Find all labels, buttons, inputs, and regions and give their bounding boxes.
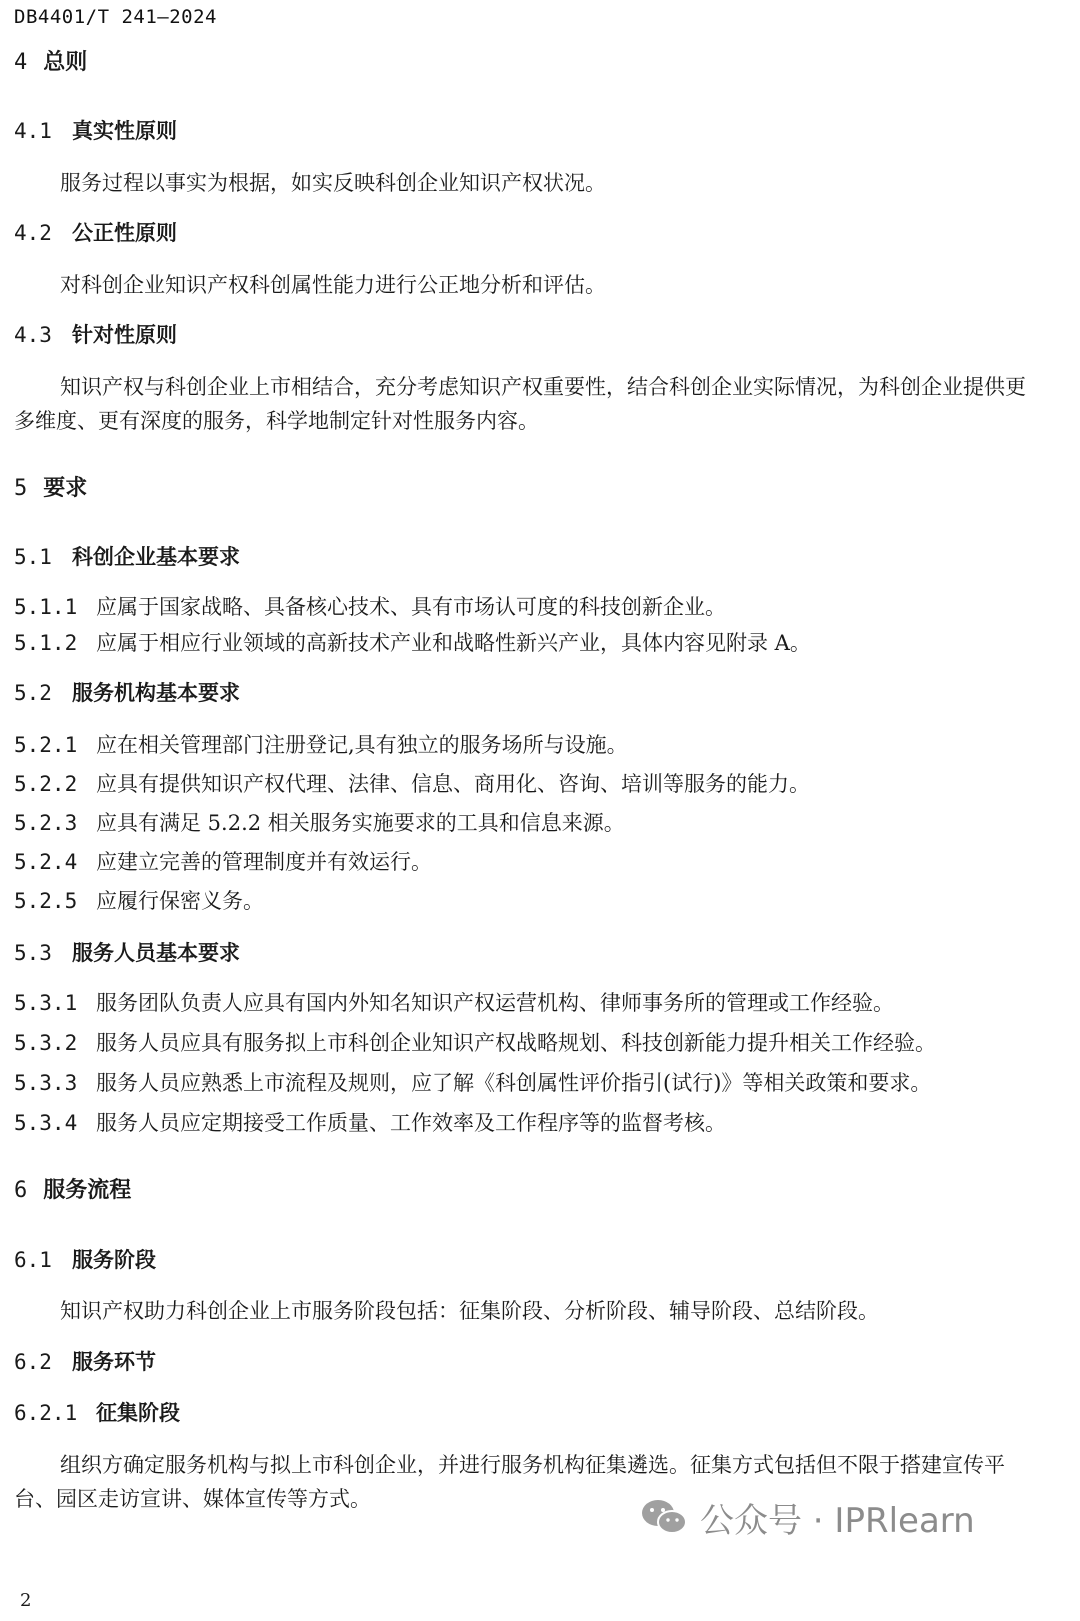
wechat-watermark: [640, 1490, 975, 1544]
clause-5-1-1: 5.1.1 应属于国家战略、具备核心技术、具有市场认可度的科技创新企业。: [14, 595, 726, 619]
clause-5-3-1: 5.3.1 服务团队负责人应具有国内外知名知识产权运营机构、律师事务所的管理或工作经验。: [14, 991, 894, 1015]
section-4-3-paragraph: 知识产权与科创企业上市相结合，充分考虑知识产权重要性，结合科创企业实际情况，为科创企业提供更多维度、更有深度的服务，科学地制定针对性服务内容。: [14, 375, 1026, 433]
section-5-2-heading: 5.2 服务机构基本要求: [14, 681, 240, 705]
section-6-1-paragraph: 知识产权助力科创企业上市服务阶段包括：征集阶段、分析阶段、辅导阶段、总结阶段。: [60, 1299, 879, 1323]
clause-5-2-5: 5.2.5 应履行保密义务。: [14, 889, 264, 913]
section-5-3-heading: 5.3 服务人员基本要求: [14, 941, 240, 965]
section-6-2-heading: 6.2 服务环节: [14, 1350, 156, 1374]
clause-5-2-4: 5.2.4 应建立完善的管理制度并有效运行。: [14, 850, 432, 874]
clause-5-2-3: 5.2.3 应具有满足 5.2.2 相关服务实施要求的工具和信息来源。: [14, 811, 625, 835]
wechat-icon: [640, 1497, 688, 1537]
section-6-2-1-heading: 6.2.1 征集阶段: [14, 1401, 180, 1425]
section-5-1-heading: 5.1 科创企业基本要求: [14, 545, 240, 569]
clause-5-3-4: 5.3.4 服务人员应定期接受工作质量、工作效率及工作程序等的监督考核。: [14, 1111, 726, 1135]
clause-5-3-2: 5.3.2 服务人员应具有服务拟上市科创企业知识产权战略规划、科技创新能力提升相关工作经验。: [14, 1031, 936, 1055]
section-6-2-1-paragraph: 组织方确定服务机构与拟上市科创企业，并进行服务机构征集遴选。征集方式包括但不限于搭建宣传平台、园区走访宣讲、媒体宣传等方式。: [14, 1453, 1005, 1511]
section-4-2-paragraph: 对科创企业知识产权科创属性能力进行公正地分析和评估。: [60, 273, 606, 297]
clause-5-2-1: 5.2.1 应在相关管理部门注册登记,具有独立的服务场所与设施。: [14, 733, 628, 757]
chapter-5-heading: 5 要求: [14, 476, 88, 501]
standard-code-header: DB4401/T 241—2024: [14, 6, 217, 28]
watermark-text: 公众号 · IPRlearn: [700, 1500, 975, 1541]
page-number: 2: [20, 1590, 32, 1611]
section-4-1-paragraph: 服务过程以事实为根据，如实反映科创企业知识产权状况。: [60, 171, 606, 195]
section-4-3-heading: 4.3 针对性原则: [14, 323, 177, 347]
chapter-6-heading: 6 服务流程: [14, 1178, 132, 1203]
section-4-2-heading: 4.2 公正性原则: [14, 221, 177, 245]
chapter-4-heading: 4 总则: [14, 50, 88, 75]
clause-5-1-2: 5.1.2 应属于相应行业领域的高新技术产业和战略性新兴产业，具体内容见附录 A。: [14, 631, 811, 655]
clause-5-2-2: 5.2.2 应具有提供知识产权代理、法律、信息、商用化、咨询、培训等服务的能力。: [14, 772, 810, 796]
section-4-1-heading: 4.1 真实性原则: [14, 119, 177, 143]
section-6-1-heading: 6.1 服务阶段: [14, 1248, 156, 1272]
clause-5-3-3: 5.3.3 服务人员应熟悉上市流程及规则，应了解《科创属性评价指引(试行)》等相关政策和要求。: [14, 1071, 932, 1095]
